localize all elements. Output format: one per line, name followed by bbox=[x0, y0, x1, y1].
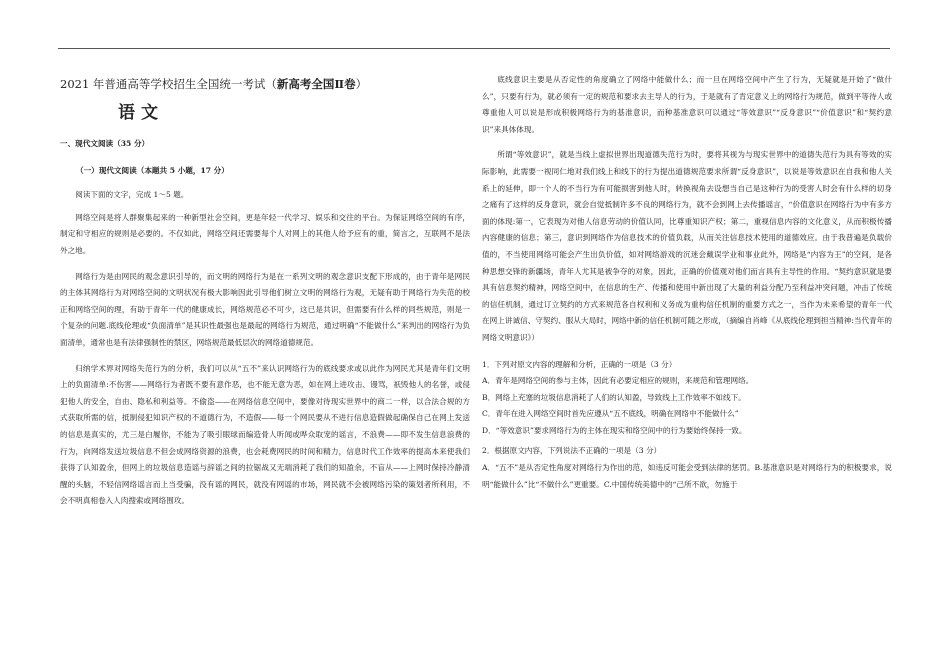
right-column bbox=[482, 72, 892, 493]
header-rule bbox=[58, 48, 890, 49]
question-1-option-a: A．青年是网络空间的参与主体，因此有必要定相应的规则，来规范和管理网络。 bbox=[482, 376, 754, 386]
passage-paragraph-1: 网络空间是将人群聚集起来的一种新型社会空间，更是年轻一代学习、娱乐和交往的平台。为保证网络空间的有序，制定和守相应的规则是必要的。不仅如此，网络空间还需要每个人对网上的其他人给予应有的重，简言之，互联网不是法外之地。 bbox=[60, 212, 470, 255]
question-1-option-d: D．“等效意识”要求网络行为的主体在现实和络空间中的行为要始终保持一致。 bbox=[482, 425, 747, 435]
question-2-stem: 2．根据原文内容，下列说法不正确的一项是（3 分） bbox=[482, 446, 662, 456]
passage-paragraph-4: 底线意识主要是从否定性的角度确立了网络中能做什么；而一旦在网络空间中产生了行为，无疑就是开始了“做什么”，只要有行为，就必须有一定的规范和要求去主导人的行为，于是就有了肯定意义上的网络行为规范，做到平等待人或尊重他人可以说是形成积极网络行为的基准意识，而种基准意识可以通过“等效意识”“反身意识”“价值意识”和“契约意识”来具体体现。 bbox=[482, 75, 892, 134]
passage-paragraph-5: 所谓“等效意识”，就是当线上虚拟世界出现道德失范行为时，要将其视为与现实世界中的道德失范行为具有等效的实际影响，此需要一视同仁地对我们线上和线下的行为提出道德规范要求所谓“反身意识”，以说是等效意识在自我和他人关系上的延伸，即一个人的不当行为有可能损害到他人时，转换视角去设想当自己是这种行为的受害人时会有什么样的切身之痛有了这样的反身意识，就会自觉抵制许多不良的网络行为，就不会到网上去传播谣言，“价值意识在网络行为中有多方面的体现:第一，它表现为对他人信息劳动的价值认同，比尊重知识产权；第二，重视信息内容的文化意义，从而积极传播内容健康的信息；第三，意识到网络作为信息技术的价值负载，从而关注信息技术使用的道德效应。由于我普遍是负载价值的，不当使用网络可能会产生出负价值，如对网络游戏的沉迷会戴误学业和事业此外，网络是“内容为王”的空间，是各种思想交锋的新疆场，青年人尤其是被争夺的对象，因此，正确的价值观对他们而言具有主导性的作用。“契约意识就是要具有信息契约精神，网络空间中，在信息的生产、传播和使用中新出现了大量的利益分配乃至利益冲突问题，冲击了传统的信任机制，通过订立契约的方式来规范各自权利和义务成为重构信任机制的重要方式之一，当作为未来希望的青年一代在网上讲诚信、守契约、服从大局时，网络中新的信任机制可随之形成，（摘编自肖峰《从底线伦理到担当精神:当代青年的网络文明意识》） bbox=[482, 150, 892, 342]
section-heading: 一、现代文阅读（35 分） bbox=[60, 139, 150, 148]
left-column bbox=[60, 72, 470, 510]
question-1-option-b: B．网络上充塞的垃圾信息消耗了人们的认知盈，导致线上工作效率不如线下。 bbox=[482, 392, 746, 402]
passage-paragraph-2: 网络行为是由网民的观念意识引导的，而文明的网络行为是在一系列文明的观念意识支配下形成的，由于青年是网民的主体其网络行为对网络空间的文明状况有极大影响因此引导他们树立文明的网络行为观，无疑有助于网络行为失范的校正和网络空间的理，有助于青年一代的健康成长，网络规范必不可少，这已是共识，但需要有什么样的同些规范，则是一个复杂的问题.底线伦理或“负面清单”是其识性最强也是最起的网络行为规范，通过明确“不能做什么”来判出的网络行为负面清单，通常也是有法律强制性的禁区，网络规范最低层次的网络道德规范。 bbox=[60, 271, 470, 347]
question-2-option-a: A．“五不”是从否定性角度对网络行为作出的范，如违反可能会受到法律的惩罚。B.基准意识是对网络行为的积极要求，说明“能做什么”比“不做什么”更重要。C.中国传统美德中的“己所不欲，勿施于 bbox=[482, 463, 892, 489]
subject-title: 语文 bbox=[118, 103, 164, 123]
passage-paragraph-3: 归纳学术界对网络失范行为的分析，我们可以从“五不”来认识网络行为的底线要求或以此作为网民尤其是青年们文明上的负面清单:不伤害——网络行为者既不要有意作恶，也不能无意为恶，如在网上进攻击、谩骂，祇毁他人的名誉，或侵犯他人的安全，自由、隐私和利益等。不偷盗——在网络信息空间中，要像对待现实世界中的商二一样，以合法合规的方式获取所需的信，抵制侵犯知识产权的不道德行为，不造假——每一个网民要从不进行信息造假做起确保自己在网上发送的信息是真实的，尤三是白履你，不能为了吸引眼球而编造骨人听闻或哗众取宠的谣言，不浪费——即不发生信息浪费的行为，向网络发送垃圾信息不但会成网络资源的浪费，也会耗费网民的时间和精力，信息时代工作效率的提高本来使我们获得了认知盈余，但网上的垃圾信息造谣与辞谣之间的拉锯战又无端消耗了我们的知盈余，不盲从——上网时保持冷静清醒的头脑，不轻信网络谣言而上当受骗，没有谣的网民，就没有网谣的市场，网民就不会被网络污染的策划者所利用，不会不明真相卷入人肉搜索或网络围攻。 bbox=[60, 363, 470, 506]
exam-title: 2021 年普通高等学校招生全国统一考试（新高考全国Ⅱ卷） bbox=[60, 77, 368, 91]
question-1-stem: 1．下列对原文内容的理解和分析，正确的一项是（3 分） bbox=[482, 359, 677, 369]
reading-instruction: 阅读下面的文字，完成 1～5 题。 bbox=[75, 190, 189, 200]
question-1-option-c: C．青年在进入网络空间时首先应遵从“五不底线，明确在网络中不能做什么” bbox=[482, 409, 739, 419]
subsection-heading: （一）现代文阅读（本题共 5 小题，17 分） bbox=[76, 165, 229, 175]
